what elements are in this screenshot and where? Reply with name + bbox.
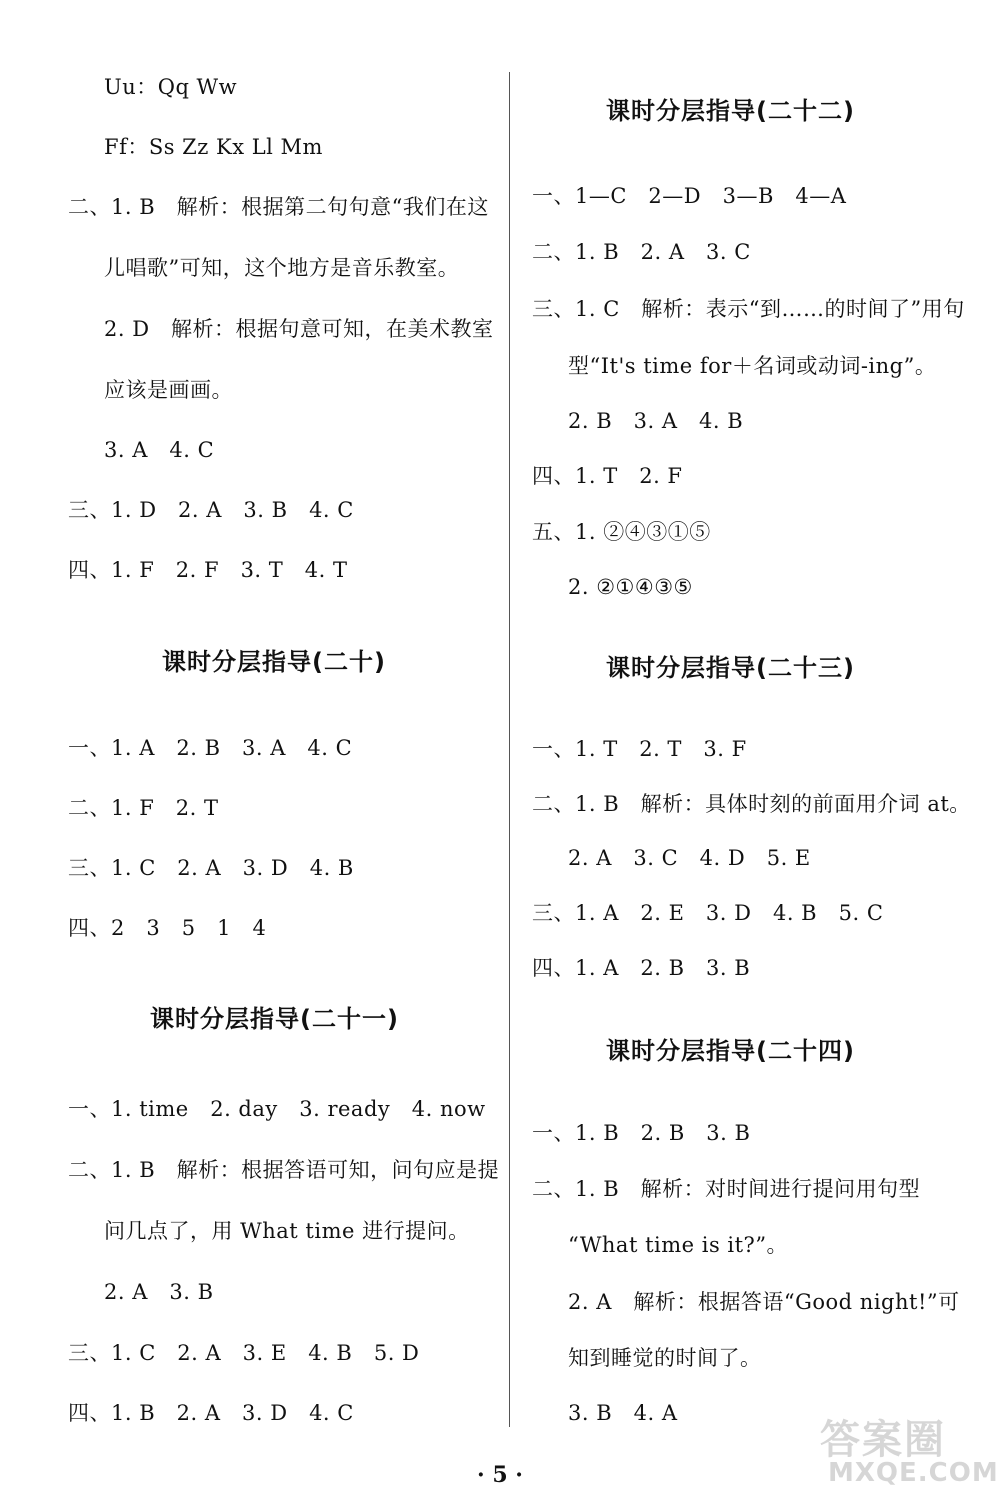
section-heading: 课时分层指导(二十三) — [606, 654, 855, 682]
left-line: 应该是画画。 — [104, 378, 233, 402]
left-line: 三、1. C 2. A 3. E 4. B 5. D — [68, 1341, 420, 1365]
right-line: 一、1. T 2. T 3. F — [532, 737, 747, 761]
right-line: 3. B 4. A — [568, 1401, 678, 1425]
left-line: 四、2 3 5 1 4 — [68, 916, 267, 940]
left-line: Ff：Ss Zz Kx Ll Mm — [104, 135, 323, 159]
left-line: 四、1. B 2. A 3. D 4. C — [68, 1401, 354, 1425]
section-heading: 课时分层指导(二十) — [162, 648, 386, 676]
right-line: 一、1—C 2—D 3—B 4—A — [532, 184, 847, 208]
left-line: 一、1. A 2. B 3. A 4. C — [68, 736, 353, 760]
left-line: Uu：Qq Ww — [104, 75, 238, 99]
right-line: 一、1. B 2. B 3. B — [532, 1121, 751, 1145]
section-heading: 课时分层指导(二十二) — [606, 97, 855, 125]
right-line: 2. A 3. C 4. D 5. E — [568, 846, 811, 870]
section-heading: 课时分层指导(二十一) — [150, 1005, 399, 1033]
right-line: 二、1. B 解析：具体时刻的前面用介词 at。 — [532, 792, 971, 816]
watermark-url: MXQE.COM — [828, 1458, 999, 1488]
page-number: · 5 · — [477, 1462, 523, 1488]
right-line: 二、1. B 解析：对时间进行提问用句型 — [532, 1177, 921, 1201]
watermark-logo-text: 答案圈 — [820, 1417, 946, 1463]
left-line: 儿唱歌”可知，这个地方是音乐教室。 — [104, 256, 460, 280]
section-heading: 课时分层指导(二十四) — [606, 1037, 855, 1065]
right-line: 四、1. A 2. B 3. B — [532, 956, 751, 980]
left-line: 一、1. time 2. day 3. ready 4. now — [68, 1097, 486, 1121]
left-line: 3. A 4. C — [104, 438, 215, 462]
left-line: 2. D 解析：根据句意可知，在美术教室 — [104, 317, 494, 341]
right-line: 型“It's time for＋名词或动词-ing”。 — [568, 354, 937, 378]
right-line: 2. B 3. A 4. B — [568, 409, 744, 433]
left-line: 2. A 3. B — [104, 1280, 214, 1304]
right-line: “What time is it?”。 — [568, 1233, 789, 1257]
left-line: 二、1. F 2. T — [68, 796, 219, 820]
right-line: 五、1. ②④③①⑤ — [532, 520, 711, 544]
column-divider — [509, 72, 510, 1427]
watermark-logo — [808, 1408, 999, 1496]
left-line: 问几点了，用 What time 进行提问。 — [104, 1219, 470, 1243]
right-line: 三、1. A 2. E 3. D 4. B 5. C — [532, 901, 884, 925]
left-line: 三、1. C 2. A 3. D 4. B — [68, 856, 354, 880]
right-line: 二、1. B 2. A 3. C — [532, 240, 751, 264]
left-line: 三、1. D 2. A 3. B 4. C — [68, 498, 354, 522]
left-line: 二、1. B 解析：根据答语可知，问句应是提 — [68, 1158, 500, 1182]
left-line: 二、1. B 解析：根据第二句句意“我们在这 — [68, 195, 489, 219]
right-line: 四、1. T 2. F — [532, 464, 683, 488]
left-line: 四、1. F 2. F 3. T 4. T — [68, 558, 348, 582]
right-line: 2. ②①④③⑤ — [568, 575, 693, 599]
right-line: 2. A 解析：根据答语“Good night!”可 — [568, 1290, 960, 1314]
right-line: 三、1. C 解析：表示“到……的时间了”用句 — [532, 297, 965, 321]
right-line: 知到睡觉的时间了。 — [568, 1346, 762, 1370]
